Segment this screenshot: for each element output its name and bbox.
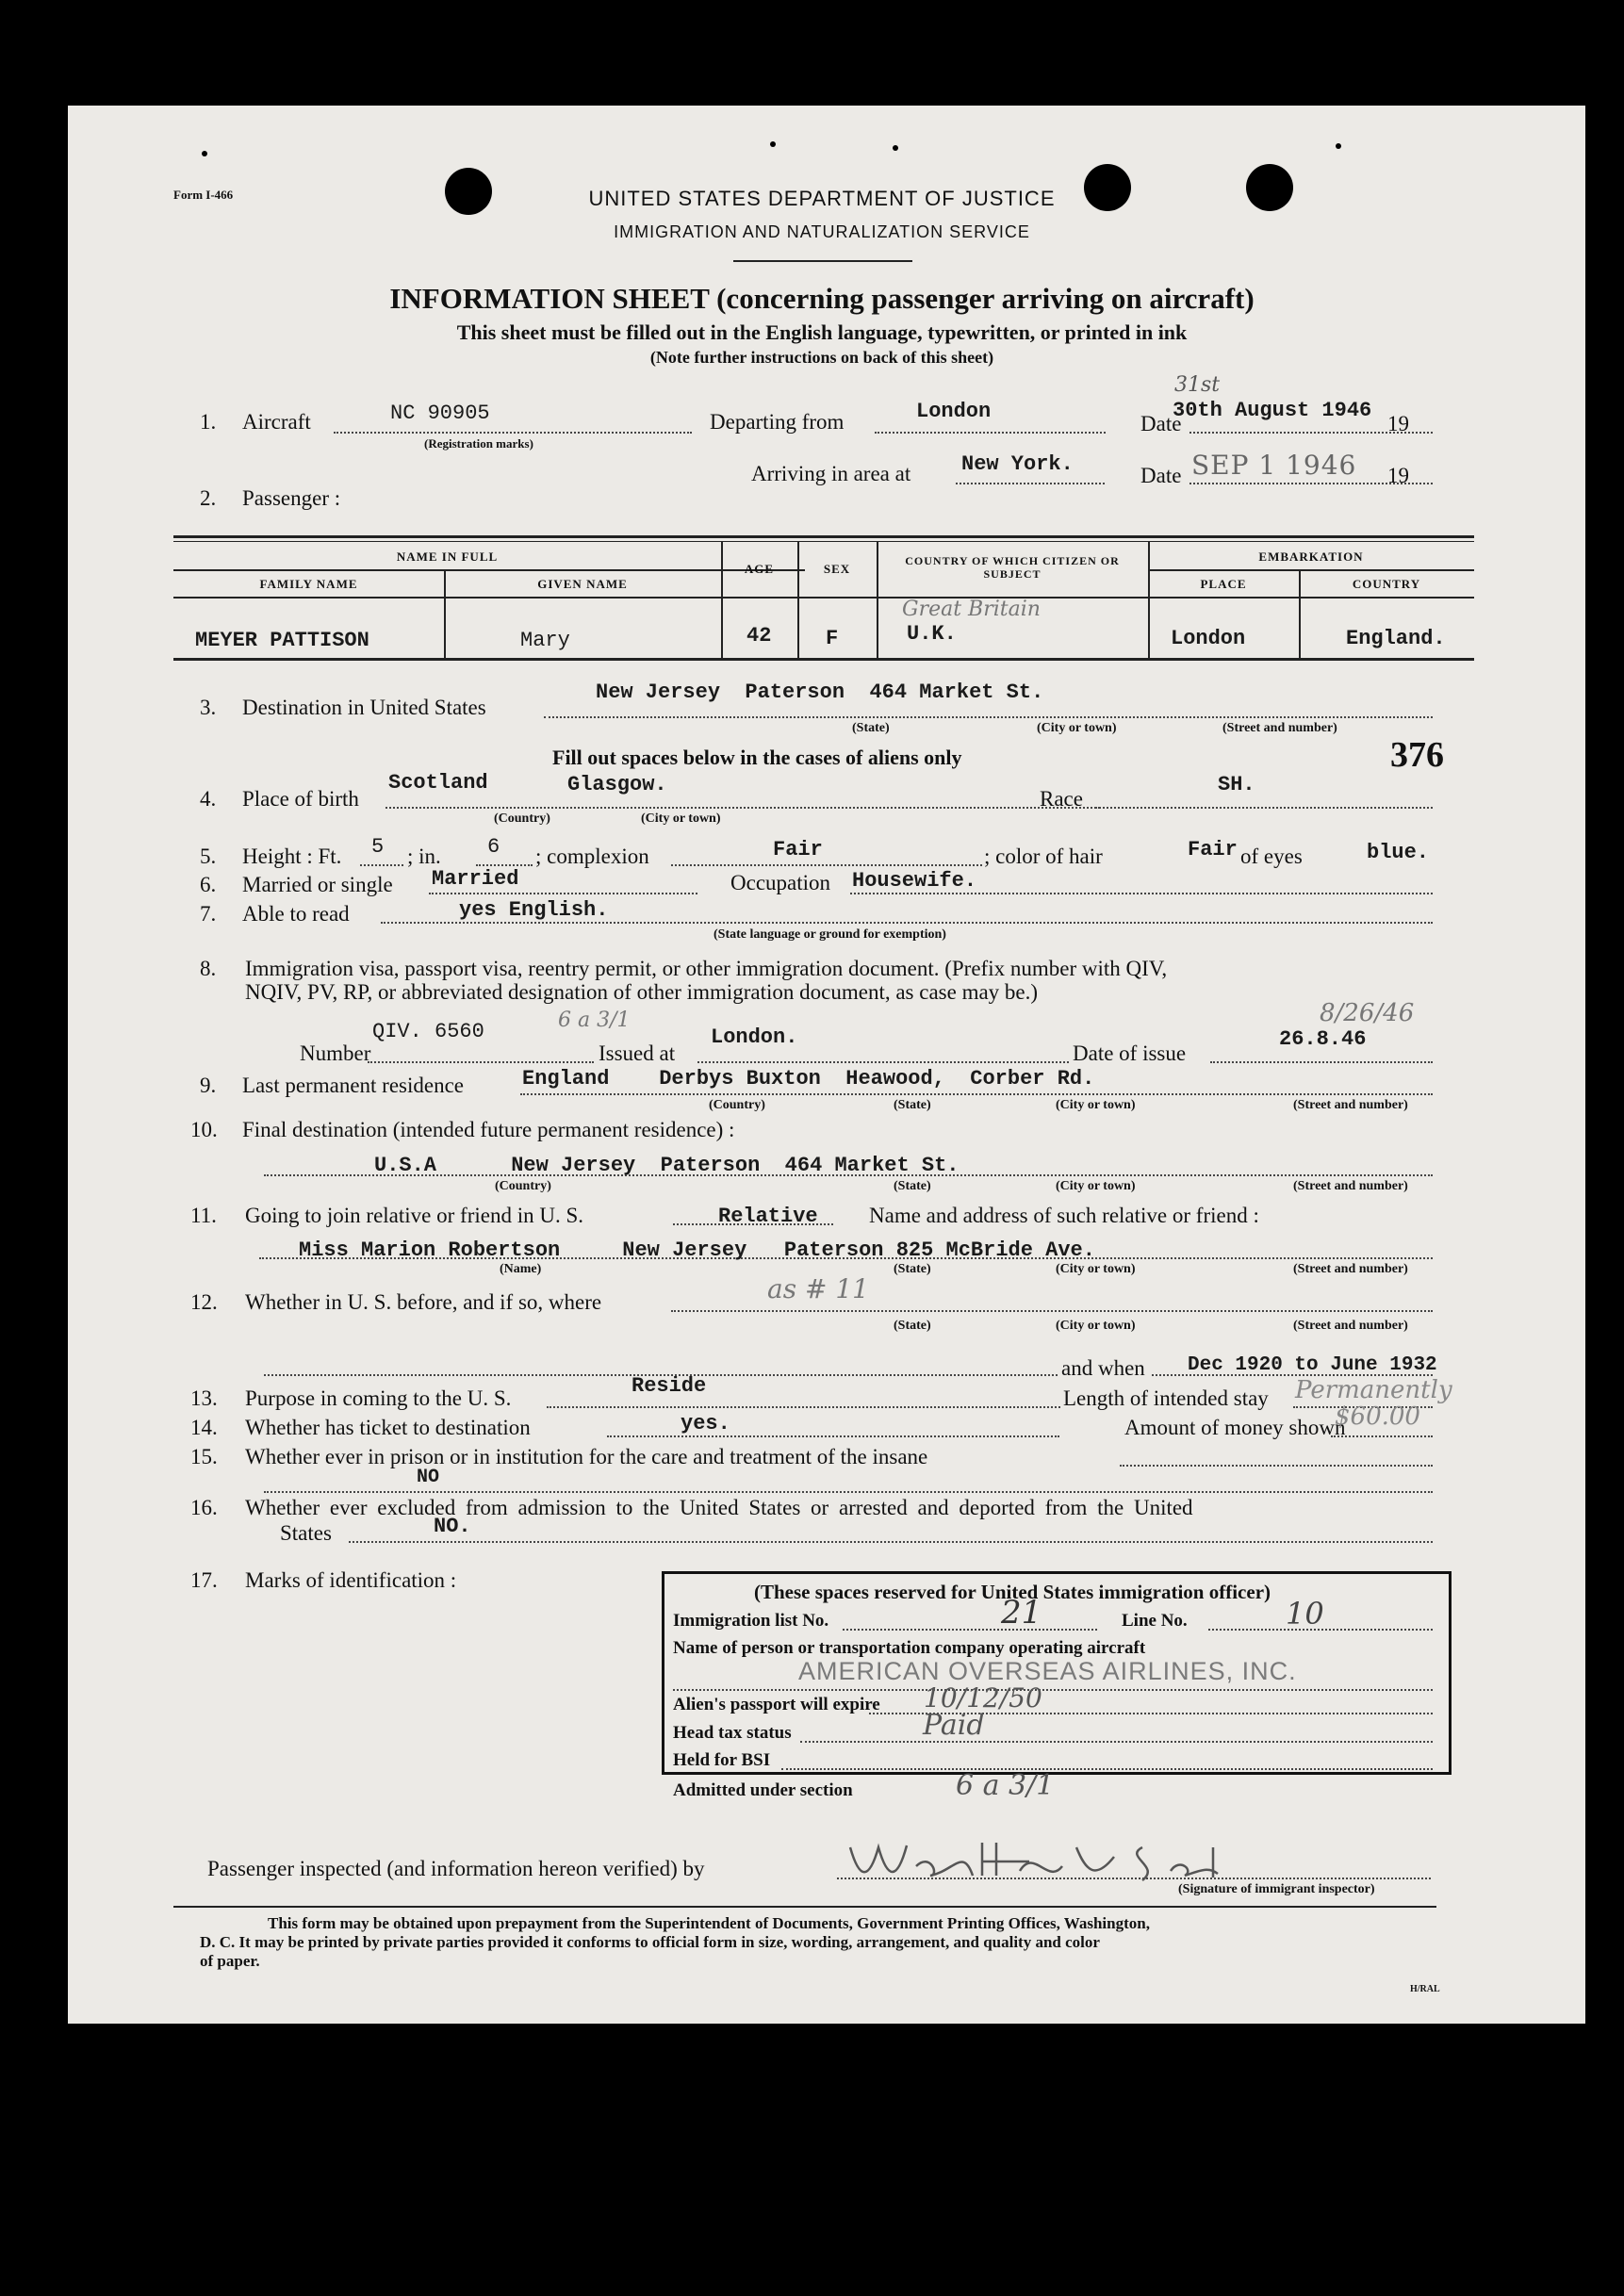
length-of-stay-handwritten: Permanently bbox=[1295, 1376, 1452, 1404]
item-number: 2. bbox=[200, 486, 217, 510]
destination-value: New Jersey Paterson 464 Market St. bbox=[596, 681, 1044, 704]
aircraft-value: NC 90905 bbox=[390, 402, 490, 425]
stamp-number: 376 bbox=[1390, 735, 1444, 775]
family-name-value: MEYER PATTISON bbox=[195, 629, 369, 652]
service-name: IMMIGRATION AND NATURALIZATION SERVICE bbox=[614, 222, 1030, 241]
joining-value: Relative bbox=[718, 1205, 818, 1228]
given-name-header: GIVEN NAME bbox=[537, 577, 628, 591]
arrival-date-label: Date bbox=[1140, 464, 1182, 487]
eye-color-label: of eyes bbox=[1240, 845, 1303, 868]
city-sublabel: (City or town) bbox=[641, 812, 721, 826]
final-destination-value: U.S.A New Jersey Paterson 464 Market St. bbox=[374, 1154, 960, 1177]
age-value: 42 bbox=[746, 624, 772, 648]
item-number: 9. bbox=[200, 1074, 217, 1097]
language-sublabel: (State language or ground for exemption) bbox=[714, 927, 946, 942]
embarkation-country-header: COUNTRY bbox=[1352, 577, 1421, 591]
destination-label: Destination in United States bbox=[242, 696, 486, 719]
aliens-only-heading: Fill out spaces below in the cases of aliens only bbox=[552, 746, 962, 769]
given-name-value: Mary bbox=[520, 629, 570, 652]
head-tax-value: Paid bbox=[923, 1709, 985, 1742]
country-sublabel: (Country) bbox=[495, 1179, 551, 1193]
officer-box-title: (These spaces reserved for United States immigration officer) bbox=[754, 1581, 1271, 1603]
embarkation-place-value: London bbox=[1171, 627, 1246, 650]
arriving-value: New York. bbox=[961, 452, 1074, 476]
prison-label: Whether ever in prison or in institution for the care and treatment of the insane bbox=[245, 1445, 928, 1468]
date-of-issue-label: Date of issue bbox=[1073, 1041, 1187, 1065]
city-sublabel: (City or town) bbox=[1056, 1262, 1136, 1276]
departing-value: London bbox=[916, 400, 992, 423]
city-sublabel: (City or town) bbox=[1056, 1098, 1136, 1112]
item-number: 16. bbox=[190, 1496, 218, 1519]
item-number: 3. bbox=[200, 696, 217, 719]
sex-header: SEX bbox=[823, 562, 851, 576]
document-text-2: NQIV, PV, RP, or abbreviated designation of other immigration document, as case may be.) bbox=[245, 980, 1039, 1004]
arrival-date-stamp: SEP 1 1946 bbox=[1191, 450, 1357, 481]
line-number-label: Line No. bbox=[1122, 1611, 1188, 1631]
item-number: 11. bbox=[190, 1204, 217, 1227]
footer-line-2: D. C. It may be printed by private parties provided it conforms to official form in size, wording, arrangement, and quality and color bbox=[200, 1933, 1100, 1951]
inspector-sublabel: (Signature of immigrant inspector) bbox=[1178, 1882, 1375, 1896]
aircraft-sublabel: (Registration marks) bbox=[424, 436, 533, 451]
aircraft-label: Aircraft bbox=[242, 410, 311, 434]
footer-line-3: of paper. bbox=[200, 1952, 260, 1970]
previous-when-label: and when bbox=[1061, 1356, 1145, 1380]
date-year-suffix: 19 bbox=[1387, 412, 1409, 435]
complexion-value: Fair bbox=[773, 838, 823, 861]
height-in-label: ; in. bbox=[407, 845, 441, 868]
item-number: 17. bbox=[190, 1568, 218, 1592]
admitted-section-label: Admitted under section bbox=[673, 1780, 853, 1800]
city-sublabel: (City or town) bbox=[1037, 721, 1117, 735]
height-ft-value: 5 bbox=[371, 835, 385, 859]
country-sublabel: (Country) bbox=[494, 812, 550, 826]
name-in-full-header: NAME IN FULL bbox=[396, 549, 499, 564]
race-value: SH. bbox=[1218, 773, 1255, 796]
complexion-label: ; complexion bbox=[535, 845, 649, 868]
purpose-label: Purpose in coming to the U. S. bbox=[245, 1386, 512, 1410]
held-bsi-label: Held for BSI bbox=[673, 1750, 771, 1770]
item-number: 10. bbox=[190, 1118, 218, 1141]
prison-value: NO bbox=[417, 1467, 440, 1488]
line-number-value: 10 bbox=[1286, 1596, 1324, 1632]
item-number: 1. bbox=[200, 410, 217, 434]
embarkation-header: EMBARKATION bbox=[1258, 549, 1364, 564]
hair-color-value: Fair bbox=[1188, 838, 1238, 861]
length-of-stay-label: Length of intended stay bbox=[1063, 1386, 1269, 1410]
speck bbox=[770, 141, 776, 147]
passport-expire-value: 10/12/50 bbox=[924, 1682, 1042, 1714]
occupation-label: Occupation bbox=[730, 871, 831, 894]
inspector-signature bbox=[841, 1829, 1237, 1894]
age-header: AGE bbox=[744, 562, 775, 576]
arriving-label: Arriving in area at bbox=[751, 462, 911, 485]
form-number: Form I-466 bbox=[173, 188, 234, 202]
department-name: UNITED STATES DEPARTMENT OF JUSTICE bbox=[588, 187, 1056, 210]
item-number: 13. bbox=[190, 1386, 218, 1410]
able-to-read-label: Able to read bbox=[242, 902, 350, 926]
street-sublabel: (Street and number) bbox=[1293, 1319, 1408, 1333]
family-name-header: FAMILY NAME bbox=[259, 577, 358, 591]
arrival-year-suffix: 19 bbox=[1387, 464, 1409, 487]
issued-at-value: London. bbox=[711, 1025, 798, 1049]
marital-status-label: Married or single bbox=[242, 873, 393, 896]
item-number: 15. bbox=[190, 1445, 218, 1468]
ticket-label: Whether has ticket to destination bbox=[245, 1416, 531, 1439]
excluded-label-1: Whether ever excluded from admission to the United States or arrested and deported from the United bbox=[245, 1496, 1193, 1519]
excluded-value: NO. bbox=[434, 1515, 471, 1538]
departing-label: Departing from bbox=[710, 410, 845, 434]
joining-label: Going to join relative or friend in U. S. bbox=[245, 1204, 583, 1227]
state-sublabel: (State) bbox=[894, 1098, 931, 1112]
height-ft-label: Height : Ft. bbox=[242, 845, 342, 868]
birthplace-label: Place of birth bbox=[242, 787, 359, 811]
relative-name-address: Miss Marion Robertson New Jersey Paterson 825 McBride Ave. bbox=[299, 1238, 1095, 1262]
street-sublabel: (Street and number) bbox=[1222, 721, 1337, 735]
marks-label: Marks of identification : bbox=[245, 1568, 457, 1592]
item-number: 14. bbox=[190, 1416, 218, 1439]
ticket-value: yes. bbox=[681, 1412, 730, 1435]
name-sublabel: (Name) bbox=[500, 1262, 542, 1276]
citizen-handwritten: Great Britain bbox=[902, 598, 1041, 621]
street-sublabel: (Street and number) bbox=[1293, 1098, 1408, 1112]
embarkation-country-value: England. bbox=[1346, 627, 1446, 650]
occupation-value: Housewife. bbox=[852, 869, 977, 893]
last-residence-label: Last permanent residence bbox=[242, 1074, 464, 1097]
previous-us-label: Whether in U. S. before, and if so, where bbox=[245, 1290, 602, 1314]
document-number-handwritten: 6 a 3/1 bbox=[558, 1009, 631, 1032]
footer-line-1: This form may be obtained upon prepayment from the Superintendent of Documents, Government Printing Offices, Washington, bbox=[268, 1914, 1150, 1932]
sex-value: F bbox=[826, 627, 839, 650]
citizenship-header: COUNTRY OF WHICH CITIZEN OR SUBJECT bbox=[905, 554, 1120, 581]
citizen-value: U.K. bbox=[907, 622, 957, 646]
date-label: Date bbox=[1140, 412, 1182, 435]
speck bbox=[1336, 143, 1341, 149]
item-number: 6. bbox=[200, 873, 217, 896]
race-label: Race bbox=[1040, 787, 1083, 811]
street-sublabel: (Street and number) bbox=[1293, 1179, 1408, 1193]
page-title: INFORMATION SHEET (concerning passenger arriving on aircraft) bbox=[389, 282, 1255, 315]
inspector-label: Passenger inspected (and information hereon verified) by bbox=[207, 1857, 705, 1880]
able-to-read-value: yes English. bbox=[459, 898, 609, 922]
document-text-1: Immigration visa, passport visa, reentry permit, or other immigration document. (Prefix number with QIV, bbox=[245, 957, 1168, 980]
passenger-label: Passenger : bbox=[242, 486, 341, 510]
excluded-label-2: States bbox=[280, 1521, 332, 1545]
city-sublabel: (City or town) bbox=[1056, 1179, 1136, 1193]
form-sheet bbox=[68, 106, 1585, 2024]
state-sublabel: (State) bbox=[852, 721, 890, 735]
item-number: 8. bbox=[200, 957, 217, 980]
punch-hole bbox=[1246, 164, 1293, 211]
previous-when-value: Dec 1920 to June 1932 bbox=[1188, 1354, 1437, 1376]
item-number: 5. bbox=[200, 845, 217, 868]
state-sublabel: (State) bbox=[894, 1262, 931, 1276]
country-sublabel: (Country) bbox=[709, 1098, 765, 1112]
head-tax-label: Head tax status bbox=[673, 1723, 792, 1743]
document-number-label: Number bbox=[300, 1041, 371, 1065]
company-label: Name of person or transportation company operating aircraft bbox=[673, 1638, 1146, 1658]
last-residence-value: England Derbys Buxton Heawood, Corber Rd. bbox=[522, 1067, 1095, 1091]
state-sublabel: (State) bbox=[894, 1319, 931, 1333]
hair-color-label: ; color of hair bbox=[984, 845, 1103, 868]
speck bbox=[202, 151, 207, 156]
eye-color-value: blue. bbox=[1367, 841, 1430, 864]
marital-status-value: Married bbox=[432, 867, 519, 891]
document-number-value: QIV. 6560 bbox=[372, 1020, 484, 1043]
item-number: 4. bbox=[200, 787, 217, 811]
purpose-value: Reside bbox=[632, 1374, 707, 1398]
item-number: 12. bbox=[190, 1290, 218, 1314]
instructions-note: (Note further instructions on back of this sheet) bbox=[649, 348, 994, 367]
list-number-value: 21 bbox=[1001, 1594, 1042, 1632]
passport-expire-label: Alien's passport will expire bbox=[673, 1695, 880, 1714]
date-of-issue-value: 26.8.46 bbox=[1279, 1027, 1367, 1051]
street-sublabel: (Street and number) bbox=[1293, 1262, 1408, 1276]
relative-address-label: Name and address of such relative or friend : bbox=[869, 1204, 1259, 1227]
birthplace-country: Scotland bbox=[388, 771, 488, 795]
state-sublabel: (State) bbox=[894, 1179, 931, 1193]
item-number: 7. bbox=[200, 902, 217, 926]
list-number-label: Immigration list No. bbox=[673, 1611, 829, 1631]
issued-at-label: Issued at bbox=[599, 1041, 676, 1065]
money-label: Amount of money shown bbox=[1124, 1416, 1346, 1439]
embarkation-place-header: PLACE bbox=[1200, 577, 1247, 591]
admitted-section-value: 6 a 3/1 bbox=[956, 1769, 1055, 1802]
money-handwritten: $60.00 bbox=[1335, 1402, 1420, 1431]
departure-date-correction: 31st bbox=[1174, 373, 1221, 397]
city-sublabel: (City or town) bbox=[1056, 1319, 1136, 1333]
footer-code: H/RAL bbox=[1410, 1984, 1440, 1994]
company-stamp: AMERICAN OVERSEAS AIRLINES, INC. bbox=[798, 1657, 1297, 1685]
speck bbox=[893, 145, 898, 151]
previous-us-handwritten: as # 11 bbox=[767, 1273, 869, 1304]
page-subtitle: This sheet must be filled out in the English language, typewritten, or printed in ink bbox=[456, 320, 1188, 344]
final-destination-label: Final destination (intended future permanent residence) : bbox=[242, 1118, 735, 1141]
date-of-issue-handwritten: 8/26/46 bbox=[1320, 999, 1415, 1027]
birthplace-city: Glasgow. bbox=[567, 773, 667, 796]
departure-date: 30th August 1946 bbox=[1173, 399, 1372, 422]
height-in-value: 6 bbox=[487, 835, 500, 859]
